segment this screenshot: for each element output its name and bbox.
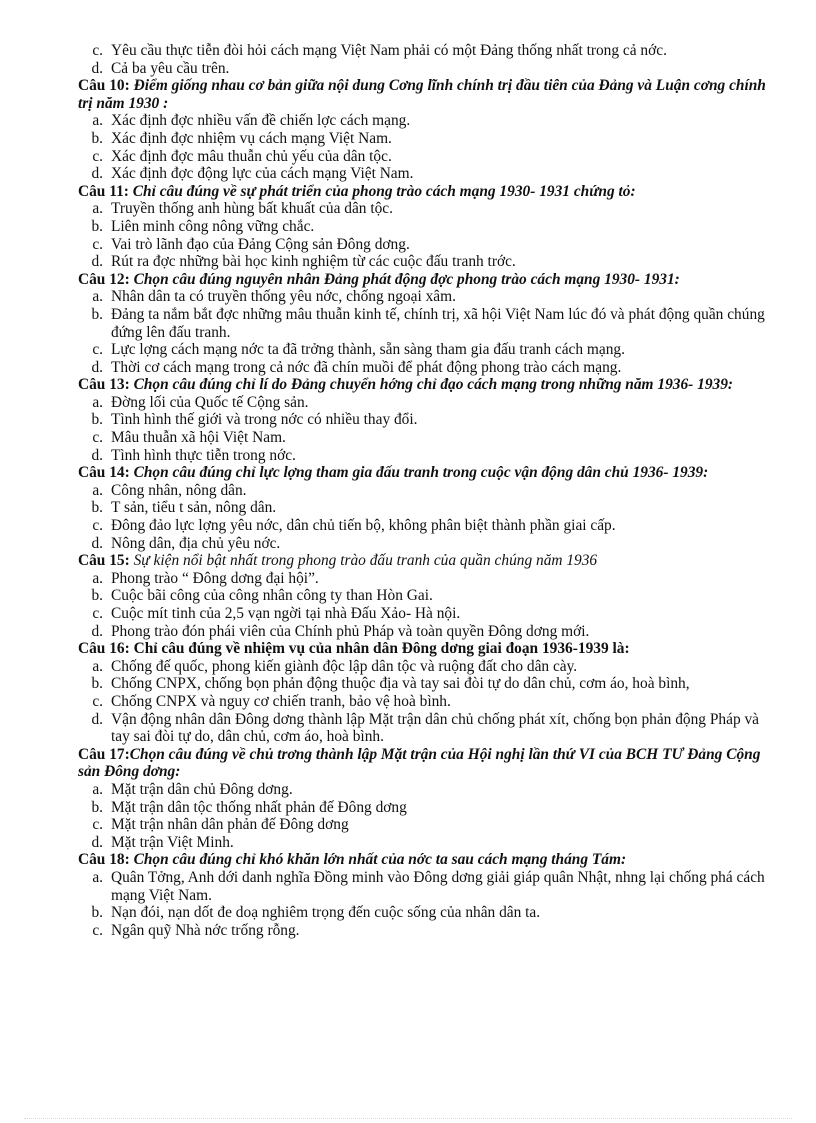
answer-option	[78, 816, 768, 834]
answer-option	[78, 148, 768, 166]
option-text: Lực lợng cách mạng nớc ta đã trởng thành, sẵn sàng tham gia đấu tranh cách mạng.	[111, 341, 625, 359]
question-separator: :	[124, 376, 134, 394]
option-letter: a.	[92, 481, 103, 499]
answer-option	[78, 359, 768, 377]
option-text: Mặt trận dân tộc thống nhất phản đế Đông dơng	[111, 798, 407, 816]
option-text: Chống đế quốc, phong kiến giành độc lập dân tộc và ruộng đất cho dân cày.	[111, 657, 578, 675]
option-text: Xác định đợc mâu thuẫn chủ yếu của dân tộc.	[111, 147, 392, 165]
question-number: Câu 11	[78, 182, 124, 200]
question-heading	[78, 183, 768, 201]
answer-option	[78, 42, 768, 60]
option-letter: d.	[91, 358, 103, 376]
option-text: Quân Tởng, Anh dới danh nghĩa Đồng minh vào Đông dơng giải giáp quân Nhật, nhng lại chống phá cách mạng Việt Nam.	[111, 868, 765, 904]
option-text: Mặt trận nhân dân phản đế Đông dơng	[111, 816, 349, 834]
option-letter: c.	[92, 147, 103, 165]
option-text: Xác định đợc động lực của cách mạng Việt Nam.	[111, 165, 414, 183]
question-number: Câu 12	[78, 270, 125, 288]
answer-option	[78, 587, 768, 605]
answer-option	[78, 60, 768, 78]
answer-option	[78, 112, 768, 130]
option-letter: d.	[91, 710, 103, 728]
answer-option	[78, 693, 768, 711]
question-number: Câu 10	[78, 77, 125, 95]
question-heading	[78, 271, 768, 289]
option-letter: b.	[91, 904, 103, 922]
option-letter: d.	[91, 833, 103, 851]
option-letter: c.	[92, 235, 103, 253]
question-text: Chọn câu đúng chỉ lực lợng tham gia đấu tranh trong cuộc vận động dân chủ 1936- 1939:	[133, 464, 709, 482]
answer-option	[78, 623, 768, 641]
option-letter: a.	[92, 288, 103, 306]
answer-option	[78, 218, 768, 236]
answer-option	[78, 411, 768, 429]
option-letter: d.	[91, 622, 103, 640]
question-heading	[78, 746, 768, 781]
option-text: Nông dân, địa chủ yêu nớc.	[111, 534, 281, 552]
option-text: Đảng ta nắm bắt đợc những mâu thuẫn kinh tế, chính trị, xã hội Việt Nam lúc đó và phát động quần chúng đứng lên đấu tranh.	[111, 305, 765, 341]
answer-option	[78, 447, 768, 465]
option-text: T sản, tiểu t sản, nông dân.	[111, 499, 277, 517]
answer-option	[78, 253, 768, 271]
option-letter: c.	[92, 692, 103, 710]
option-text: Tình hình thế giới và trong nớc có nhiều thay đổi.	[111, 411, 418, 429]
option-letter: d.	[91, 165, 103, 183]
question-heading	[78, 376, 768, 394]
question-heading	[78, 77, 768, 112]
option-letter: d.	[91, 59, 103, 77]
answer-option	[78, 570, 768, 588]
question-separator: :	[124, 745, 130, 763]
question-text: Chọn câu đúng chỉ lí do Đảng chuyển hớng chỉ đạo cách mạng trong những năm 1936- 1939:	[133, 376, 734, 394]
option-letter: a.	[92, 200, 103, 218]
answer-option	[78, 165, 768, 183]
option-text: Cuộc mít tinh của 2,5 vạn ngời tại nhà Đấu Xảo- Hà nội.	[111, 605, 461, 622]
option-text: Vai trò lãnh đạo của Đảng Cộng sản Đông dơng.	[111, 235, 410, 253]
option-text: Đông đảo lực lợng yêu nớc, dân chủ tiến bộ, không phân biệt thành phần giai cấp.	[111, 517, 616, 535]
option-letter: a.	[92, 868, 103, 886]
question-text: Chọn câu đúng nguyên nhân Đảng phát động đợc phong trào cách mạng 1930- 1931:	[133, 270, 680, 288]
option-letter: c.	[92, 816, 103, 834]
option-text: Ngân quỹ Nhà nớc trống rỗng.	[111, 921, 300, 939]
option-text: Liên minh công nông vững chắc.	[111, 217, 315, 235]
option-text: Cuộc bãi công của công nhân công ty than Hòn Gai.	[111, 587, 433, 605]
option-text: Xác định đợc nhiệm vụ cách mạng Việt Nam.	[111, 129, 392, 147]
option-letter: c.	[92, 921, 103, 939]
option-letter: d.	[91, 446, 103, 464]
option-text: Phong trào đón phái viên của Chính phủ Pháp và toàn quyền Đông dơng mới.	[111, 622, 590, 640]
question-text: Chọn câu đúng về chủ trơng thành lập Mặt trận của Hội nghị lần thứ VI của BCH TƯ Đảng Cộng sản Đông dơng:	[78, 745, 761, 781]
question-number: Câu 13	[78, 376, 125, 394]
answer-option	[78, 904, 768, 922]
question-heading	[78, 464, 768, 482]
option-text: Công nhân, nông dân.	[111, 481, 247, 499]
question-number: Câu 14	[78, 464, 125, 482]
question-separator: :	[624, 640, 630, 658]
option-text: Tình hình thực tiễn trong nớc.	[111, 446, 296, 464]
option-text: Chống CNPX và nguy cơ chiến tranh, bảo vệ hoà bình.	[111, 692, 451, 710]
option-letter: a.	[92, 657, 103, 675]
question-separator: :	[124, 270, 134, 288]
option-letter: b.	[91, 305, 103, 323]
option-text: Đờng lối của Quốc tế Cộng sản.	[111, 393, 309, 411]
answer-option	[78, 394, 768, 412]
answer-option	[78, 482, 768, 500]
answer-option	[78, 799, 768, 817]
question-number: Câu 16: Chỉ câu đúng về nhiệm vụ của nhân dân Đông dơng giai đoạn 1936-1939 là	[78, 640, 625, 658]
answer-option	[78, 306, 768, 341]
option-letter: b.	[91, 411, 103, 429]
question-heading	[78, 851, 768, 869]
question-text: Điểm giống nhau cơ bản giữa nội dung Cơng lĩnh chính trị đầu tiên của Đảng và Luận cơng chính trị năm 1930 :	[78, 77, 766, 112]
answer-option	[78, 200, 768, 218]
option-letter: c.	[92, 341, 103, 359]
answer-option	[78, 834, 768, 852]
answer-option	[78, 711, 768, 746]
option-text: Rút ra đợc những bài học kinh nghiệm từ các cuộc đấu tranh trớc.	[111, 253, 516, 271]
question-text: Chỉ câu đúng về sự phát triển của phong trào cách mạng 1930- 1931 chứng tỏ:	[132, 182, 636, 200]
answer-option	[78, 288, 768, 306]
option-letter: b.	[91, 217, 103, 235]
option-text: Yêu cầu thực tiễn đòi hỏi cách mạng Việt Nam phải có một Đảng thống nhất trong cả nớc.	[111, 42, 667, 59]
question-number: Câu 18	[78, 851, 125, 869]
question-separator: :	[124, 77, 134, 95]
question-number: Câu 17	[78, 745, 125, 763]
option-letter: a.	[92, 780, 103, 798]
option-text: Phong trào “ Đông dơng đại hội”.	[111, 569, 319, 587]
option-letter: b.	[91, 129, 103, 147]
option-letter: c.	[92, 42, 103, 59]
option-text: Truyền thống anh hùng bất khuất của dân tộc.	[111, 200, 393, 218]
option-letter: c.	[92, 605, 103, 622]
option-text: Vận động nhân dân Đông dơng thành lập Mặt trận dân chủ chống phát xít, chống bọn phản động Pháp và tay sai đòi tự do, dân chủ, cơm áo, hoà bình.	[111, 710, 760, 746]
option-text: Nạn đói, nạn dốt đe doạ nghiêm trọng đến cuộc sống của nhân dân ta.	[111, 904, 541, 922]
option-text: Mặt trận dân chủ Đông dơng.	[111, 780, 293, 798]
answer-option	[78, 499, 768, 517]
question-text: Sự kiện nổi bật nhất trong phong trào đấu tranh của quần chúng năm 1936	[133, 552, 598, 570]
option-letter: b.	[91, 675, 103, 693]
option-letter: b.	[91, 499, 103, 517]
option-text: Chống CNPX, chống bọn phản động thuộc địa và tay sai đòi tự do dân chủ, cơm áo, hoà bình,	[111, 675, 690, 693]
option-letter: b.	[91, 587, 103, 605]
option-letter: a.	[92, 112, 103, 130]
option-letter: c.	[92, 429, 103, 447]
answer-option	[78, 658, 768, 676]
answer-option	[78, 130, 768, 148]
option-text: Xác định đợc nhiều vấn đề chiến lợc cách mạng.	[111, 112, 411, 130]
question-heading	[78, 640, 768, 658]
option-letter: d.	[91, 534, 103, 552]
question-number: Câu 15	[78, 552, 125, 570]
question-text: Chọn câu đúng chỉ khó khăn lớn nhất của nớc ta sau cách mạng tháng Tám:	[133, 851, 627, 869]
option-letter: c.	[92, 517, 103, 535]
answer-option	[78, 429, 768, 447]
option-text: Thời cơ cách mạng trong cả nớc đã chín muồi để phát động phong trào cách mạng.	[111, 358, 622, 376]
option-text: Mâu thuẫn xã hội Việt Nam.	[111, 429, 286, 447]
question-heading	[78, 552, 768, 570]
question-separator: :	[124, 464, 134, 482]
page-bottom-divider	[24, 1118, 792, 1119]
option-letter: b.	[91, 798, 103, 816]
answer-option	[78, 781, 768, 799]
option-letter: a.	[92, 569, 103, 587]
question-separator: :	[123, 182, 133, 200]
document-page	[78, 42, 768, 939]
answer-option	[78, 341, 768, 359]
option-text: Mặt trận Việt Minh.	[111, 833, 234, 851]
option-letter: d.	[91, 253, 103, 271]
answer-option	[78, 535, 768, 553]
answer-option	[78, 675, 768, 693]
question-separator: :	[124, 552, 134, 570]
answer-option	[78, 922, 768, 940]
answer-option	[78, 605, 768, 623]
answer-option	[78, 236, 768, 254]
option-text: Nhân dân ta có truyền thống yêu nớc, chống ngoại xâm.	[111, 288, 456, 306]
answer-option	[78, 869, 768, 904]
question-separator: :	[124, 851, 134, 869]
answer-option	[78, 517, 768, 535]
option-text: Cả ba yêu cầu trên.	[111, 59, 230, 77]
option-letter: a.	[92, 393, 103, 411]
